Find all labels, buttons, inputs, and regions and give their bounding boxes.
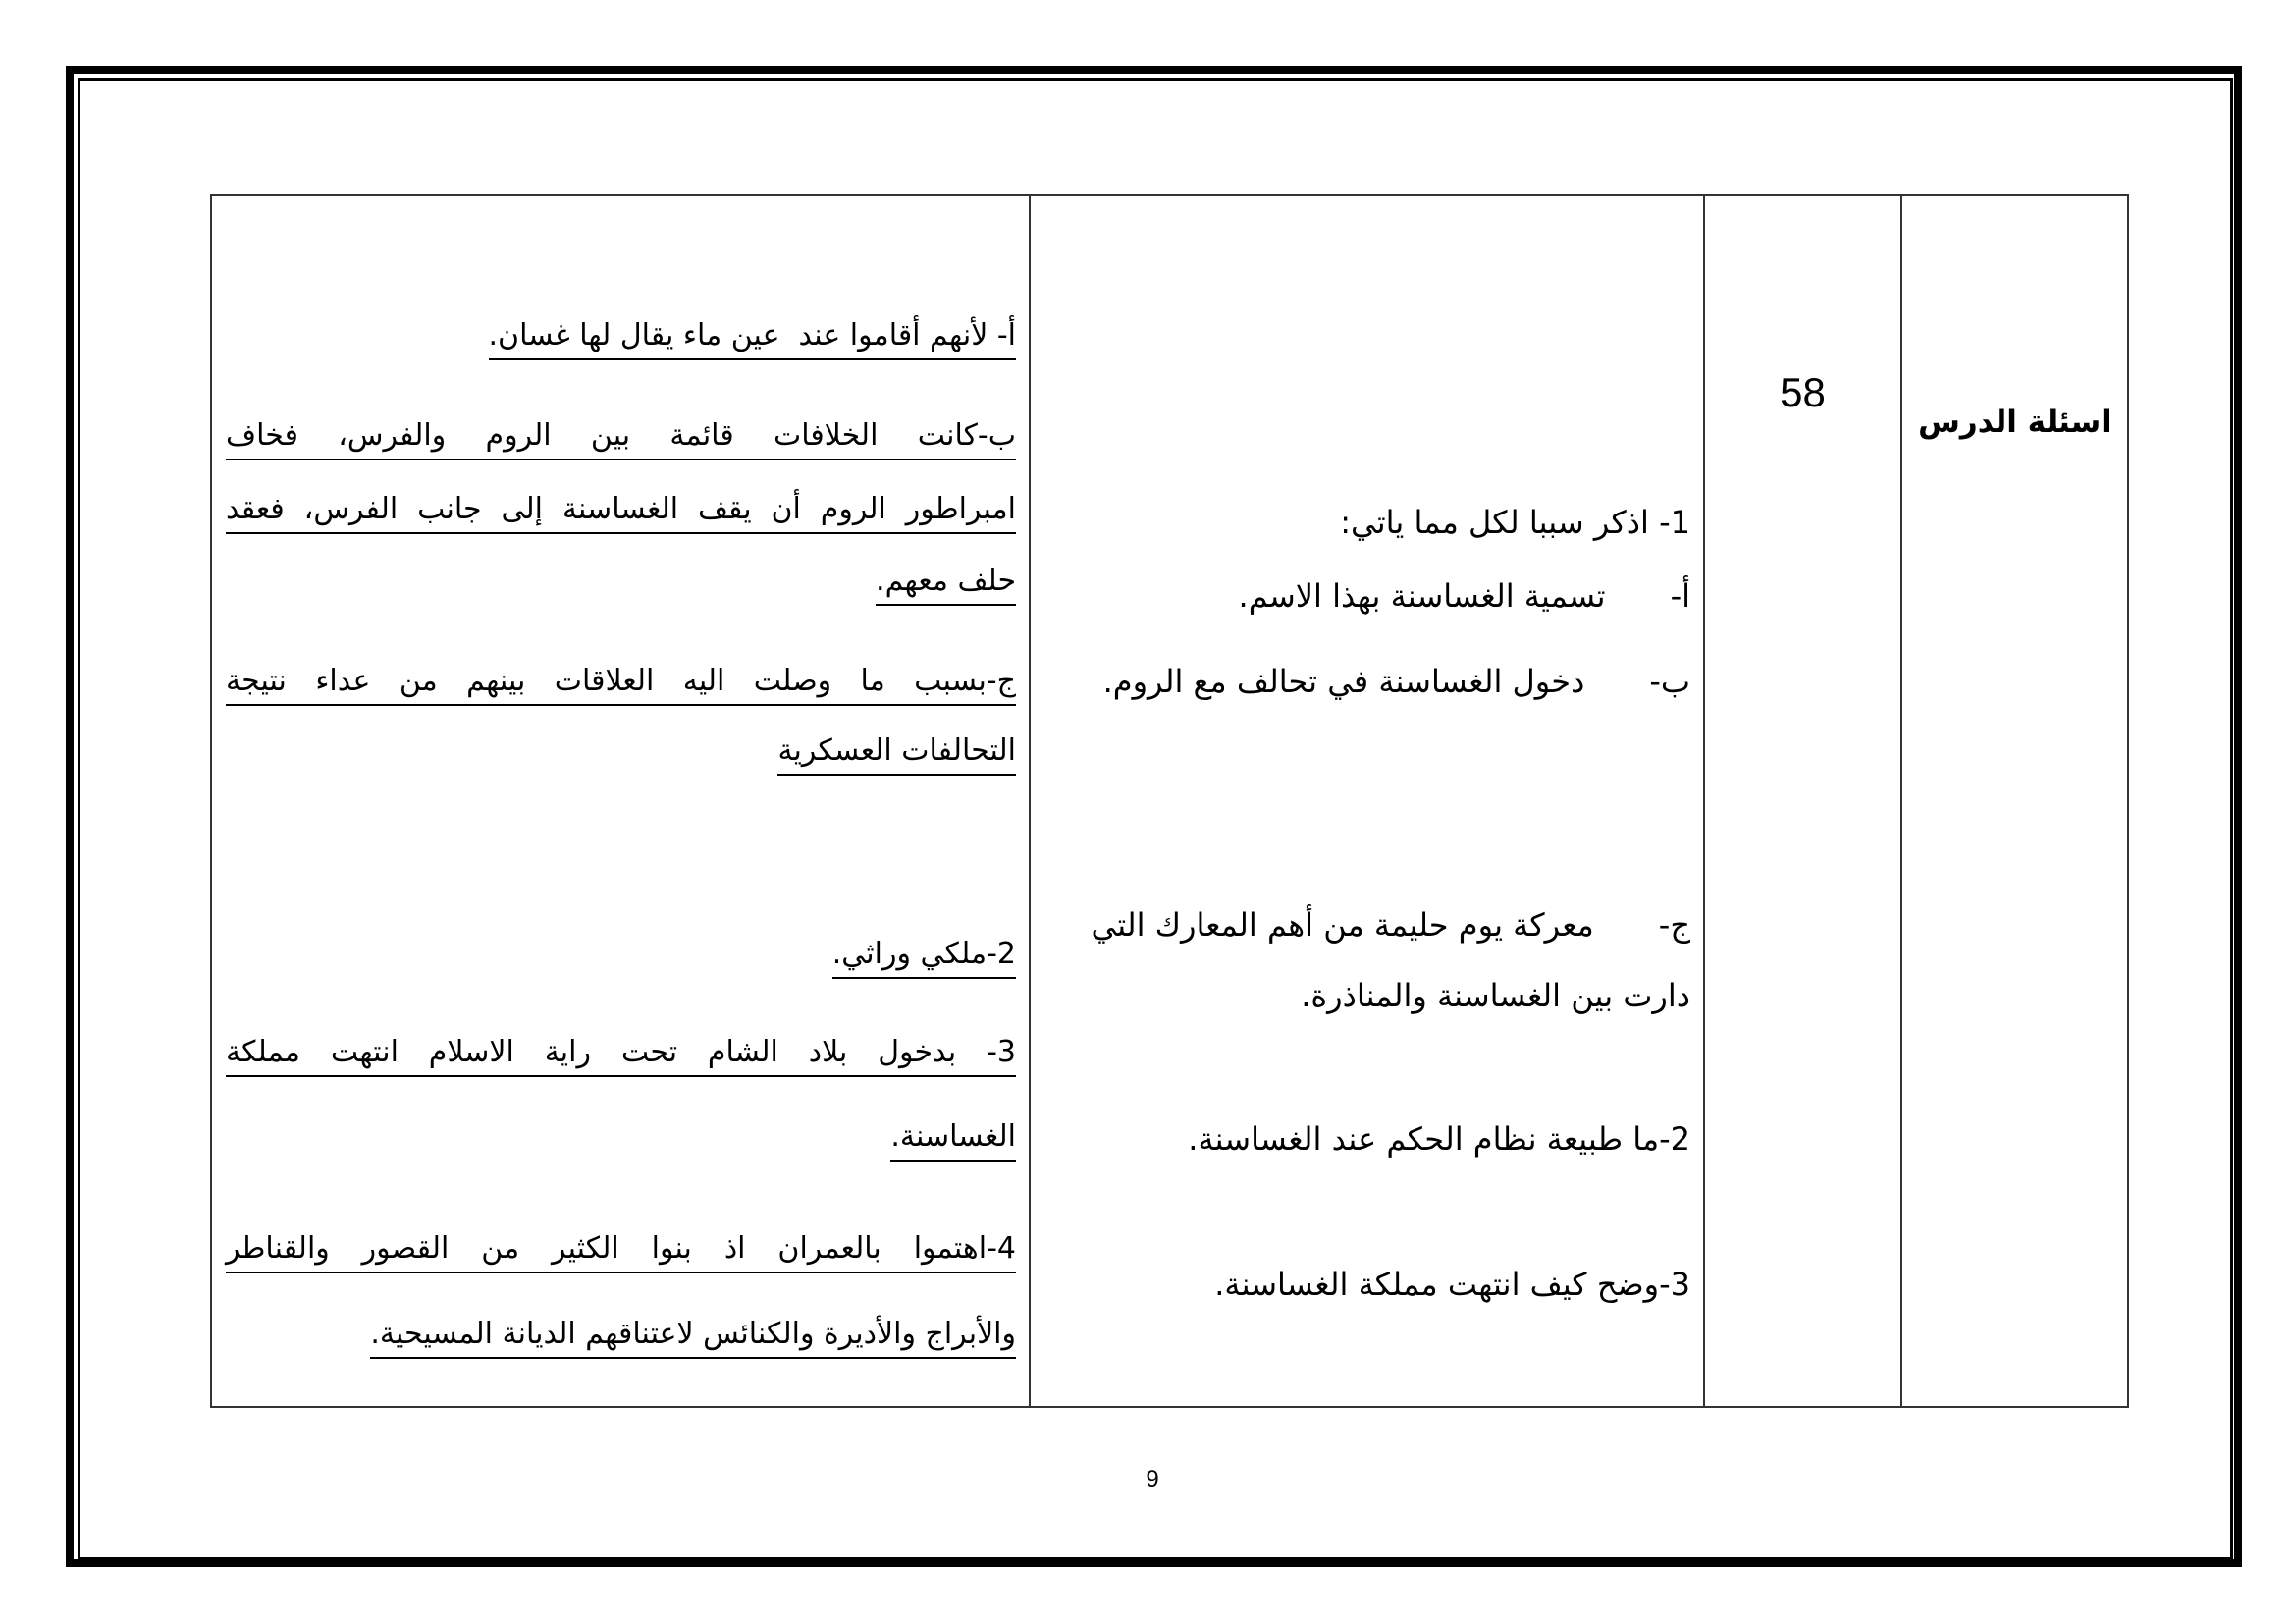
answer-text: 4-اهتموا بالعمران اذ بنوا الكثير من القصور والقناطر	[226, 1226, 1016, 1273]
question-text: 2-ما طبيعة نظام الحكم عند الغساسنة.	[1188, 1120, 1690, 1158]
answer-c-line-2	[226, 729, 1016, 774]
section-label-cell	[1900, 196, 2127, 1406]
answer-text: 3- بدخول بلاد الشام تحت راية الاسلام انتهت مملكة	[226, 1030, 1016, 1077]
question-3	[1044, 1262, 1690, 1307]
answer-text: ب-كانت الخلافات قائمة بين الروم والفرس، فخاف	[226, 413, 1016, 460]
answer-b-line-3	[226, 559, 1016, 604]
answer-2-line-1	[226, 932, 1016, 977]
question-1	[1044, 500, 1690, 545]
item-marker: ج-	[1658, 906, 1690, 944]
answer-text: أ- لأنهم أقاموا عند عين ماء يقال لها غسان.	[489, 313, 1017, 360]
item-marker: أ-	[1670, 577, 1690, 615]
answer-text: امبراطور الروم أن يقف الغساسنة إلى جانب الفرس، فعقد	[226, 487, 1016, 534]
question-1-item-a	[1044, 573, 1690, 619]
questions-cell	[1029, 196, 1703, 1406]
section-label: اسئلة الدرس	[1918, 405, 2111, 440]
item-marker: ب-	[1649, 663, 1690, 700]
answer-b-line-1	[226, 413, 1016, 459]
answer-text: التحالفات العسكرية	[777, 729, 1016, 776]
answer-3-line-2	[226, 1114, 1016, 1160]
question-text: 3-وضح كيف انتهت مملكة الغساسنة.	[1214, 1266, 1690, 1303]
answer-text: ج-بسبب ما وصلت اليه العلاقات بينهم من عداء نتيجة	[226, 659, 1016, 706]
page-reference: 58	[1780, 369, 1826, 415]
answer-4-line-2	[226, 1312, 1016, 1357]
answer-text: الغساسنة.	[890, 1114, 1016, 1162]
page-reference-cell	[1703, 196, 1900, 1406]
question-1-item-c	[1044, 902, 1690, 947]
answer-a-line-1	[226, 313, 1016, 358]
page-number: 9	[1146, 1466, 1159, 1492]
answer-text: والأبراج والأديرة والكنائس لاعتناقهم الديانة المسيحية.	[370, 1312, 1016, 1359]
item-text: تسمية الغساسنة بهذا الاسم.	[1238, 577, 1606, 615]
answers-cell	[212, 196, 1029, 1406]
answer-c-line-1	[226, 659, 1016, 704]
answer-3-line-1	[226, 1030, 1016, 1075]
item-text: دخول الغساسنة في تحالف مع الروم.	[1102, 663, 1585, 700]
item-text: دارت بين الغساسنة والمناذرة.	[1301, 977, 1690, 1014]
question-1-item-c-line-2	[1044, 973, 1690, 1018]
answer-b-line-2	[226, 487, 1016, 532]
answer-4-line-1	[226, 1226, 1016, 1272]
question-1-item-b	[1044, 659, 1690, 704]
answer-text: 2-ملكي وراثي.	[832, 932, 1016, 979]
lesson-questions-table	[210, 194, 2129, 1408]
item-text: معركة يوم حليمة من أهم المعارك التي	[1091, 906, 1594, 944]
question-2	[1044, 1116, 1690, 1162]
question-text: 1- اذكر سببا لكل مما ياتي:	[1340, 504, 1690, 541]
answer-text: حلف معهم.	[876, 559, 1016, 606]
